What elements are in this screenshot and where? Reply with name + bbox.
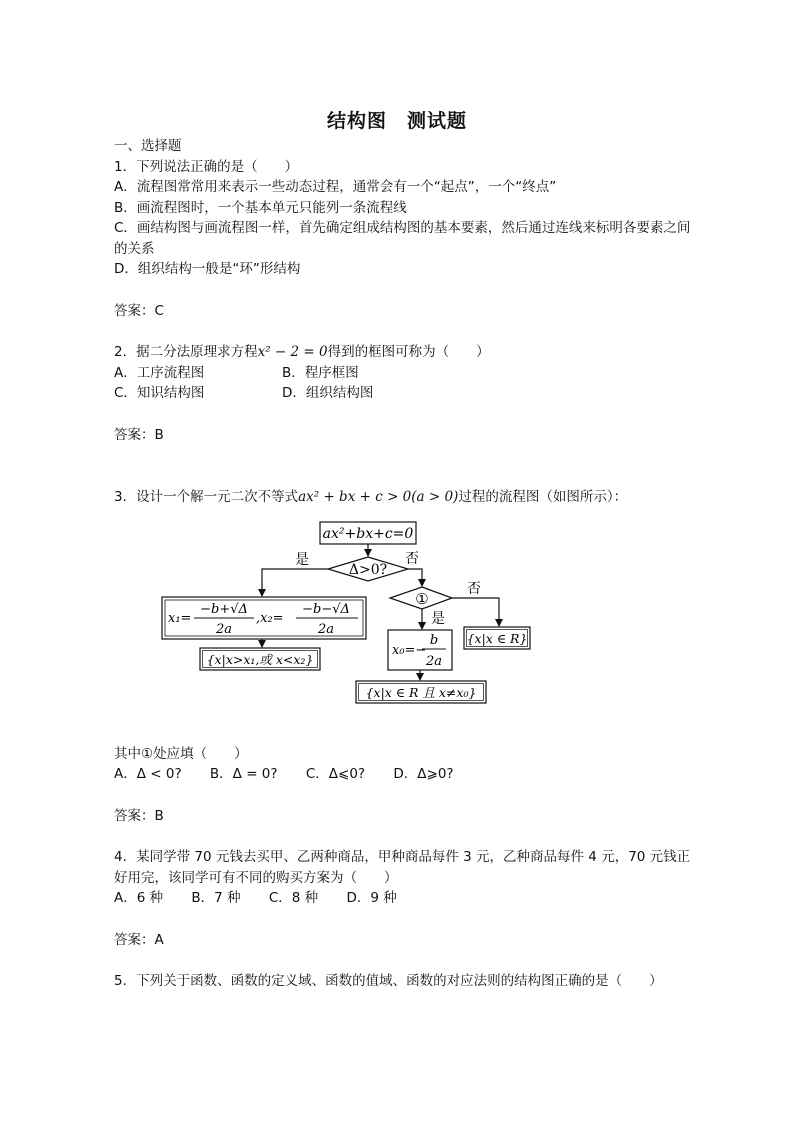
question-2-stem-text: 2．据二分法原理求方程 (114, 344, 258, 360)
flow-arrow (408, 569, 422, 586)
question-3 (114, 487, 694, 826)
question-1-answer: 答案：C (114, 302, 164, 319)
question-3-option-d: D．Δ⩾0? (393, 766, 454, 782)
question-4-option-d: D．9 种 (346, 890, 397, 906)
start-box-label: ax²+bx+c=0 (322, 525, 414, 542)
question-1 (114, 157, 694, 322)
question-5 (114, 971, 694, 992)
question-2-option-d: D．组织结构图 (282, 385, 374, 401)
question-1-option-c: C．画结构图与画流程图一样，首先确定组成结构图的基本要素，然后通过连线来标明各要素之间的关系 (114, 220, 691, 257)
no2-label: 否 (467, 580, 481, 597)
question-2 (114, 342, 694, 445)
question-2-options-row-1 (114, 363, 694, 384)
question-3-stem-tail: 过程的流程图（如图所示）： (458, 489, 628, 505)
question-1-stem: 1．下列说法正确的是（ ） (114, 158, 299, 175)
roots-denominator-2: 2a (317, 621, 335, 637)
page-title: 结构图 测试题 (326, 110, 467, 132)
roots-denominator-1: 2a (215, 621, 233, 637)
blank-decision-label: ① (415, 589, 429, 608)
yes2-label: 是 (431, 610, 445, 627)
roots-x2-label: ,x₂= (256, 610, 284, 626)
question-3-subquestion: 其中①处应填（ ） (114, 745, 248, 762)
question-4-option-c: C．8 种 (268, 890, 319, 906)
output-box-R-label: {x|x ∈ R} (466, 630, 528, 646)
x0-denominator: 2a (425, 653, 443, 669)
decision-label: Δ>0? (348, 561, 388, 578)
flowchart-diagram (114, 516, 694, 738)
question-4-stem: 4．某同学带 70 元钱去买甲、乙两种商品，甲种商品每件 3 元，乙种商品每件 4 元，70 元钱正好用完，该同学可有不同的购买方案为（ ） (114, 849, 691, 886)
question-1-option-a: A．流程图常常用来表示一些动态过程，通常会有一个“起点”，一个“终点” (114, 179, 557, 195)
output-box-1-label: {x|x>x₁,或 x<x₂} (206, 651, 314, 667)
document-body (114, 136, 694, 992)
question-2-option-b: B．程序框图 (282, 364, 359, 381)
question-4 (114, 847, 694, 950)
yes-label: 是 (295, 551, 309, 568)
roots-x1-label: x₁= (168, 610, 192, 626)
question-2-answer: 答案：B (114, 426, 164, 443)
question-1-option-d: D．组织结构一般是“环”形结构 (114, 261, 301, 277)
flow-arrow (262, 569, 328, 596)
question-5-stem: 5．下列关于函数、函数的定义域、函数的值域、函数的对应法则的结构图正确的是（ ） (114, 973, 663, 989)
question-3-option-c: C．Δ⩽0? (305, 766, 366, 782)
question-3-stem (114, 487, 694, 508)
question-3-stem-text: 3．设计一个解一元二次不等式 (114, 489, 299, 505)
question-3-answer: 答案：B (114, 807, 164, 824)
no-label: 否 (405, 550, 419, 567)
question-3-option-b: B．Δ = 0? (209, 766, 278, 782)
x0-numerator: b (429, 632, 439, 648)
x0-label: x₀=− (392, 642, 427, 658)
question-1-option-b: B．画流程图时，一个基本单元只能列一条流程线 (114, 199, 407, 216)
question-3-inequality: ax² + bx + c > 0(a > 0) (298, 489, 459, 505)
roots-numerator-2: −b−√Δ (302, 601, 350, 617)
question-4-options (114, 888, 694, 909)
section-heading: 一、选择题 (114, 138, 182, 154)
question-4-option-a: A．6 种 (114, 890, 164, 906)
question-3-option-a: A．Δ < 0? (114, 766, 182, 782)
question-4-answer: 答案：A (114, 931, 164, 948)
question-4-option-b: B．7 种 (191, 890, 241, 906)
question-2-options-row-2 (114, 383, 694, 404)
question-2-stem (114, 342, 694, 363)
question-2-option-c: C．知识结构图 (114, 385, 205, 401)
roots-numerator-1: −b+√Δ (200, 601, 248, 617)
question-2-stem-tail: 得到的框图可称为（ ） (327, 344, 490, 360)
question-2-equation: x² − 2 = 0 (257, 344, 328, 360)
output-box-2-label: {x|x ∈ R 且 x≠x₀} (365, 684, 477, 700)
flow-arrow (452, 598, 499, 626)
question-2-option-a: A．工序流程图 (114, 364, 205, 381)
question-3-options (114, 764, 694, 785)
